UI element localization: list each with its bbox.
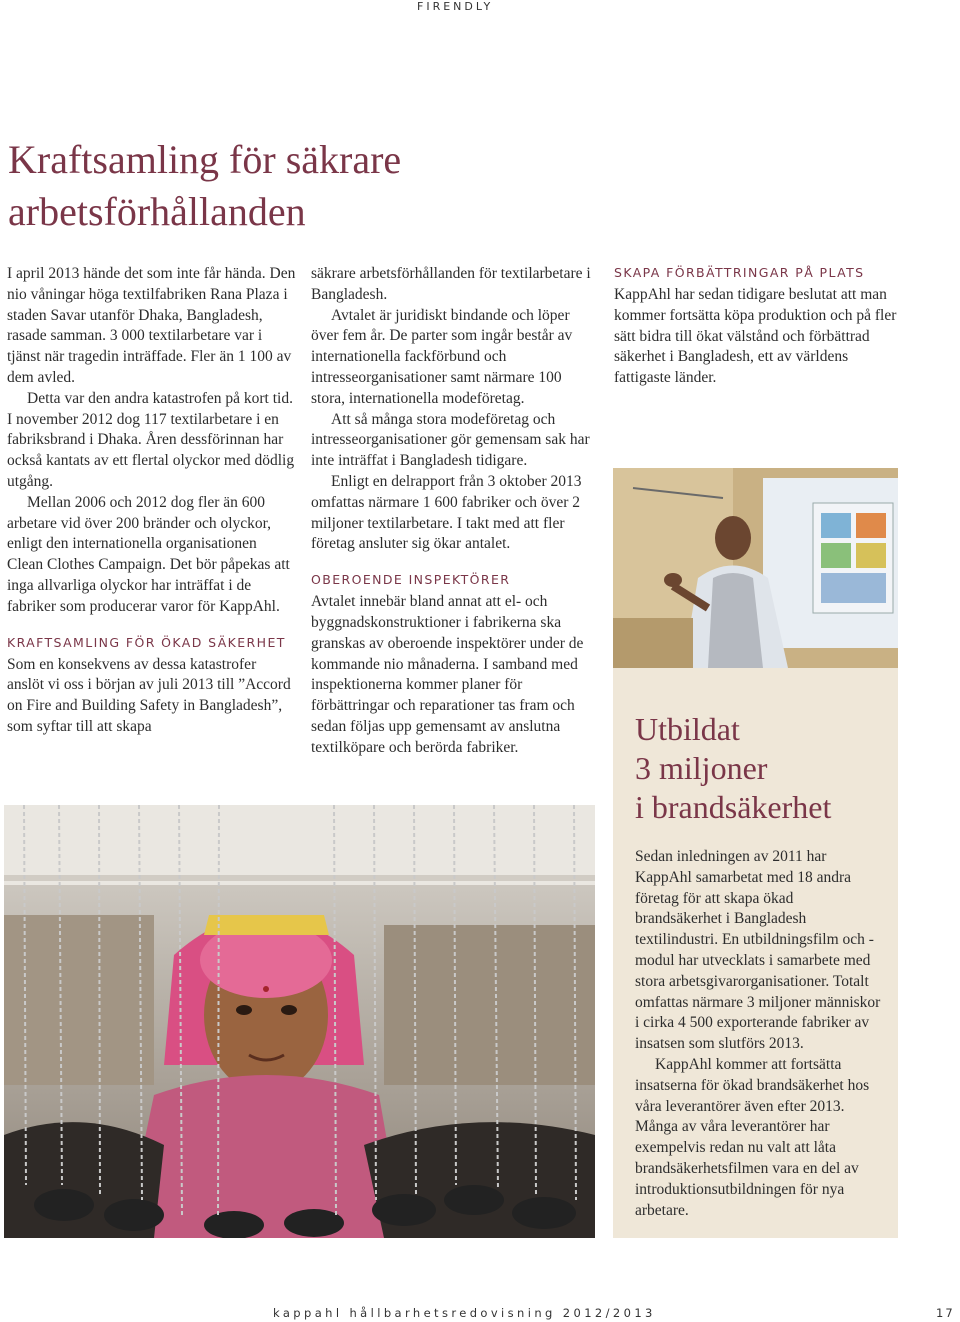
paragraph: KappAhl har sedan tidigare beslutat att man kommer fortsätta köpa produktion och på fler sätt bidra till ökat välstånd och förbättrad säkerhet i Bangladesh, ett av världens fattigaste länder. bbox=[614, 286, 897, 387]
sidebar-title-line-1: Utbildat bbox=[635, 711, 740, 747]
paragraph: säkrare arbetsförhållanden för textilarbetare i Bangladesh. bbox=[311, 265, 591, 303]
paragraph: I april 2013 hände det som inte får hända. Den nio våningar höga textilfabriken Rana Plaza i staden Savar utanför Dhaka, Bangladesh, rasade samman. 3 000 textilarbetare var i tjänst när tragedin inträffade. Fler än 1 100 av dem avled. bbox=[7, 265, 296, 386]
paragraph: Enligt en delrapport från 3 oktober 2013 omfattas närmare 1 600 fabriker och över 2 miljoner textilarbetare. I takt med att fler företag ansluter sig ökar antalet. bbox=[311, 472, 582, 553]
worker-photo bbox=[4, 805, 595, 1238]
subheading: KRAFTSAMLING FÖR ÖKAD SÄKERHET bbox=[7, 634, 286, 650]
paragraph: Att så många stora modeföretag och intresseorganisationer gör gemensam sak har inte inträffat i Bangladesh tidigare. bbox=[311, 410, 590, 470]
sidebar-box bbox=[613, 668, 898, 1238]
teacher-photo bbox=[613, 468, 898, 668]
subheading: OBEROENDE INSPEKTÖRER bbox=[311, 572, 511, 588]
paragraph: Avtalet är juridiskt bindande och löper över fem år. De parter som ingår består av internationella fackförbund och intresseorganisationer samt närmare 100 stora, internationella modeföretag. bbox=[311, 306, 573, 407]
paragraph: Detta var den andra katastrofen på kort tid. I november 2012 dog 117 textilarbetare i en fabriksbrand i Dhaka. Åren dessförinnan har också kantats av ett flertal olyckor med dödlig utgång. bbox=[7, 389, 295, 490]
sidebar-body bbox=[635, 847, 881, 1221]
sidebar-title-line-3: i brandsäkerhet bbox=[635, 789, 832, 825]
paragraph: KappAhl kommer att fortsätta insatserna för ökad brandsäkerhet hos våra leverantörer även efter 2013. Många av våra leverantörer har exempelvis redan nu valt att låta brandsäkerhetsfilmen vara en del av introduktionsutbildningen för nya arbetare. bbox=[635, 1055, 870, 1219]
page-title bbox=[8, 134, 568, 238]
paragraph: Mellan 2006 och 2012 dog fler än 600 arbetare vid över 200 bränder och olyckor, enligt den internationella organisationen Clean Clothes Campaign. Det bör påpekas att inga allvarliga olyckor har inträffat i de fabriker som producerar varor för KappAhl. bbox=[7, 493, 290, 615]
column-1 bbox=[7, 264, 296, 738]
subheading: SKAPA FÖRBÄTTRINGAR PÅ PLATS bbox=[614, 265, 865, 280]
paragraph: Som en konsekvens av dessa katastrofer anslöt vi oss i början av juli 2013 till ”Accord on Fire and Building Safety in Bangladesh”, som syftar till att skapa bbox=[7, 655, 291, 735]
sidebar-title bbox=[635, 710, 895, 827]
title-line-1: Kraftsamling för säkrare bbox=[8, 137, 402, 182]
column-3 bbox=[614, 262, 899, 389]
section-kicker: FIRENDLY bbox=[417, 0, 494, 13]
page-number: 17 bbox=[936, 1306, 955, 1320]
paragraph: Avtalet innebär bland annat att el- och byggnadskonstruktioner i fabrikerna ska granskas av oberoende inspektörer under de kommande nio månaderna. I samband med inspektionerna kommer planer för förbättringar och reparationer tas fram och sedan följas upp gemensamt av anslutna textilköpare och berörda fabriker. bbox=[311, 593, 584, 756]
title-line-2: arbetsförhållanden bbox=[8, 189, 306, 234]
footer-report-title: kappahl hållbarhetsredovisning 2012/2013 bbox=[273, 1306, 656, 1320]
column-2 bbox=[311, 264, 593, 759]
sidebar-title-line-2: 3 miljoner bbox=[635, 750, 768, 786]
paragraph: Sedan inledningen av 2011 har KappAhl samarbetat med 18 andra företag för att skapa ökad brandsäkerhet i Bangladesh textilindustri. En utbildningsfilm och -modul har utvecklats i samarbete med stora arbetsgivarorganisationer. Totalt omfattas närmare 3 miljoner människor i cirka 4 500 exporterande fabriker av insatsen som slutförs 2013. bbox=[635, 848, 881, 1053]
